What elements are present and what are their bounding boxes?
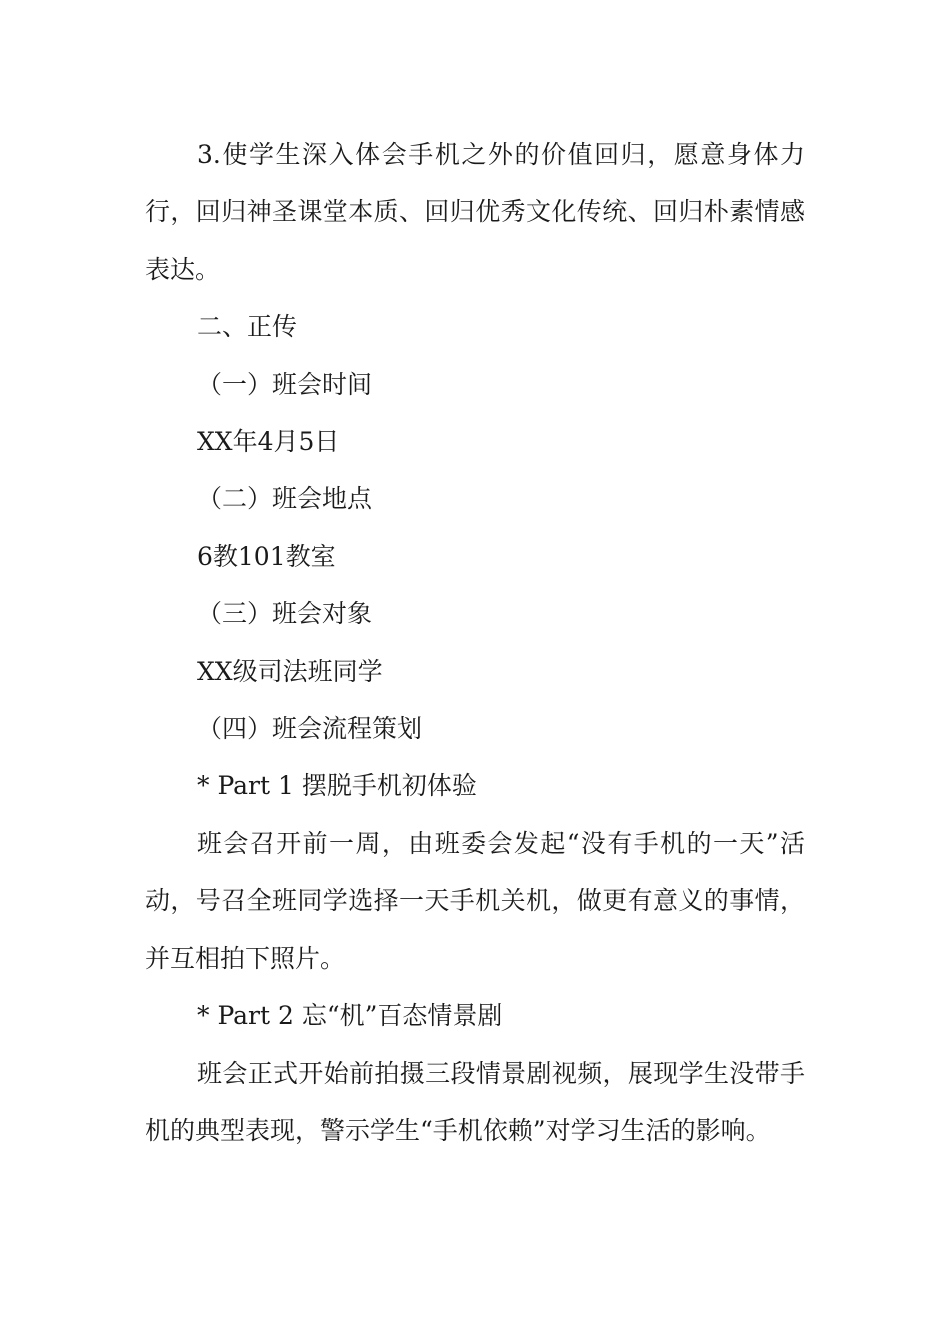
meeting-location: 6教101教室 bbox=[197, 541, 336, 571]
part-2-paragraph: 班会正式开始前拍摄三段情景剧视频，展现学生没带手机的典型表现，警示学生“手机依赖”对学习生活的影响。 bbox=[145, 1058, 805, 1145]
part-2-heading: * Part 2 忘“机”百态情景剧 bbox=[197, 1001, 503, 1031]
meeting-date: XX年4月5日 bbox=[197, 427, 340, 457]
subheading-time: （一）班会时间 bbox=[197, 369, 373, 399]
subheading-location: （二）班会地点 bbox=[197, 484, 373, 514]
section-heading-main: 二、正传 bbox=[197, 312, 298, 342]
part-1-paragraph: 班会召开前一周，由班委会发起“没有手机的一天”活动，号召全班同学选择一天手机关机，做更有意义的事情，并互相拍下照片。 bbox=[145, 828, 805, 973]
meeting-audience: XX级司法班同学 bbox=[197, 656, 383, 686]
subheading-audience: （三）班会对象 bbox=[197, 599, 373, 629]
document-body bbox=[145, 126, 805, 1159]
subheading-process: （四）班会流程策划 bbox=[197, 714, 423, 744]
part-1-heading: * Part 1 摆脱手机初体验 bbox=[197, 771, 477, 801]
objective-paragraph-3: 3.使学生深入体会手机之外的价值回归，愿意身体力行，回归神圣课堂本质、回归优秀文化传统、回归朴素情感表达。 bbox=[145, 140, 805, 284]
